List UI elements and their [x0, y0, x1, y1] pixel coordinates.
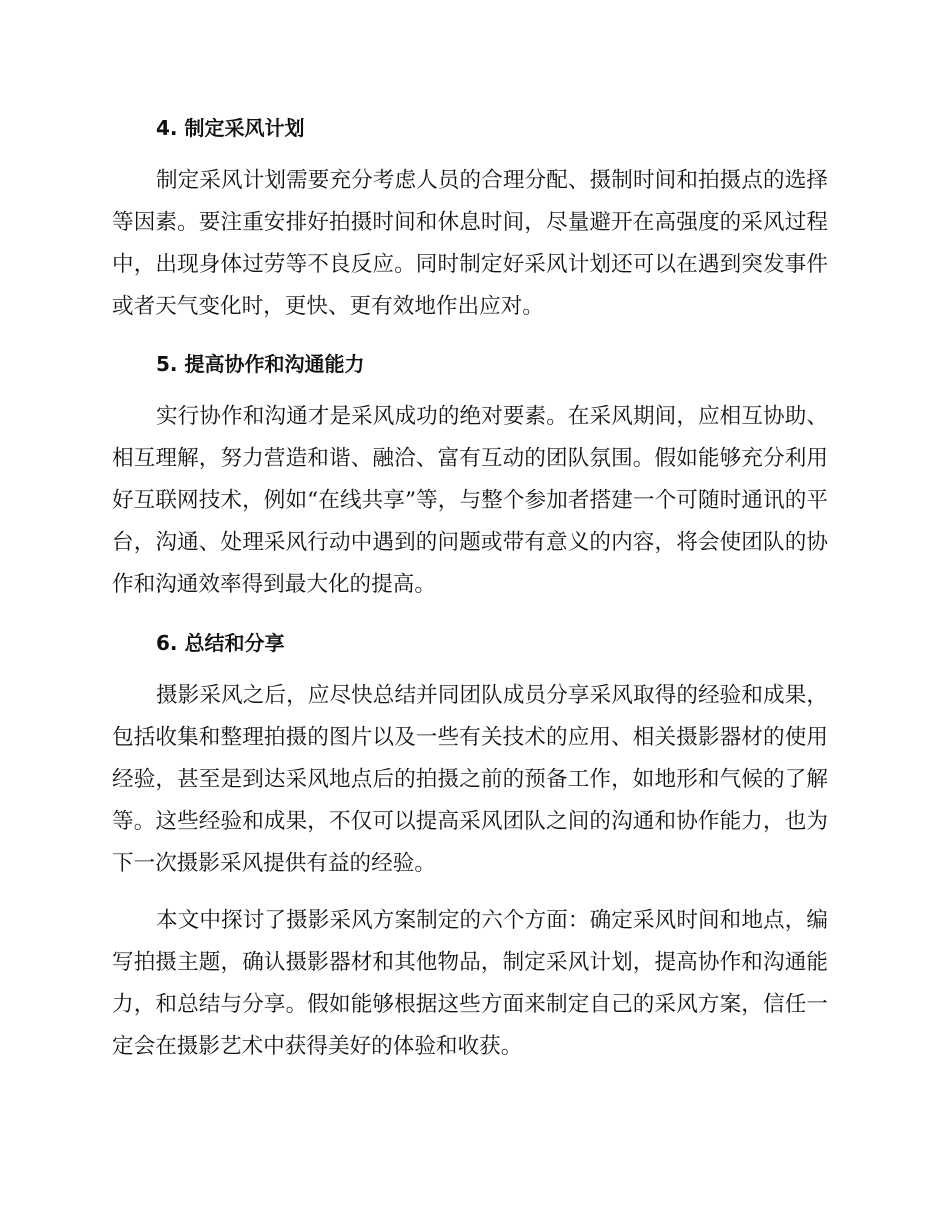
section-heading-4: 4. 制定采风计划 — [156, 116, 305, 140]
section-heading-6: 6. 总结和分享 — [156, 631, 285, 655]
section-heading-5: 5. 提高协作和沟通能力 — [156, 352, 365, 376]
section-paragraph-5: 实行协作和沟通才是采风成功的绝对要素。在采风期间，应相互协助、相互理解，努力营造和谐、融洽、富有互动的团队氛围。假如能够充分利用好互联网技术，例如“在线共享”等，与整个参加者搭建一个可随时通讯的平台，沟通、处理采风行动中遇到的问题或带有意义的内容，将会使团队的协作和沟通效率得到最大化的提高。 — [112, 404, 828, 597]
section-paragraph-4: 制定采风计划需要充分考虑人员的合理分配、摄制时间和拍摄点的选择等因素。要注重安排好拍摄时间和休息时间，尽量避开在高强度的采风过程中，出现身体过劳等不良反应。同时制定好采风计划还可以在遇到突发事件或者天气变化时，更快、更有效地作出应对。 — [112, 168, 828, 319]
conclusion-paragraph: 本文中探讨了摄影采风方案制定的六个方面：确定采风时间和地点，编写拍摄主题，确认摄影器材和其他物品，制定采风计划，提高协作和沟通能力，和总结与分享。假如能够根据这些方面来制定自己的采风方案，信任一定会在摄影艺术中获得美好的体验和收获。 — [112, 908, 828, 1059]
section-paragraph-6: 摄影采风之后，应尽快总结并同团队成员分享采风取得的经验和成果，包括收集和整理拍摄的图片以及一些有关技术的应用、相关摄影器材的使用经验，甚至是到达采风地点后的拍摄之前的预备工作，如地形和气候的了解等。这些经验和成果，不仅可以提高采风团队之间的沟通和协作能力，也为下一次摄影采风提供有益的经验。 — [112, 683, 828, 876]
